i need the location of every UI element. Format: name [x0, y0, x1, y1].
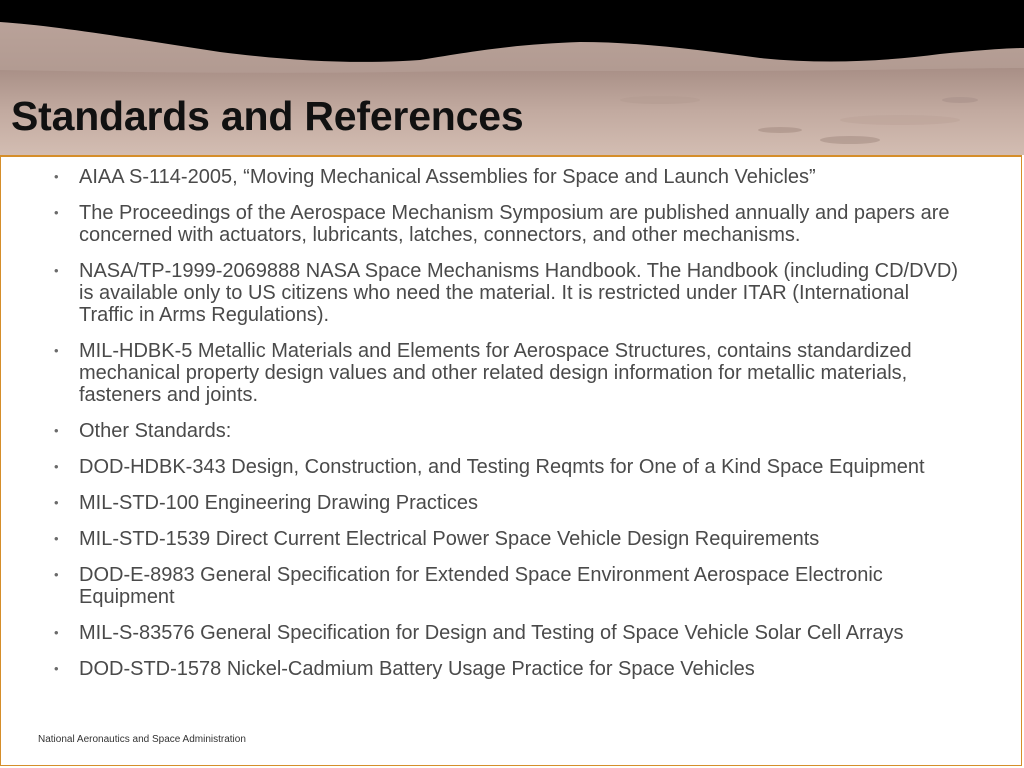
bullet-dot-icon: •: [54, 423, 59, 438]
bullet-item: [48, 260, 968, 326]
bullet-dot-icon: •: [54, 205, 59, 220]
bullet-dot-icon: •: [54, 625, 59, 640]
bullet-dot-icon: •: [54, 531, 59, 546]
bullet-item: [48, 420, 968, 442]
bullet-item: [48, 564, 968, 608]
bullet-item: [48, 528, 968, 550]
bullet-dot-icon: •: [54, 567, 59, 582]
bullet-text: MIL-STD-1539 Direct Current Electrical Power Space Vehicle Design Requirements: [79, 528, 820, 550]
bullet-text: MIL-STD-100 Engineering Drawing Practices: [79, 492, 479, 514]
bullet-dot-icon: •: [54, 263, 59, 278]
bullet-dot-icon: •: [54, 343, 59, 358]
footer-agency-name: National Aeronautics and Space Administration: [38, 734, 246, 745]
bullet-item: [48, 658, 968, 680]
bullet-item: [48, 492, 968, 514]
bullet-item: [48, 166, 968, 188]
bullet-item: [48, 622, 968, 644]
bullet-dot-icon: •: [54, 459, 59, 474]
bullet-text: DOD-E-8983 General Specification for Extended Space Environment Aerospace Electronic Equipment: [79, 564, 883, 608]
bullet-dot-icon: •: [54, 495, 59, 510]
bullet-text: Other Standards:: [79, 420, 232, 442]
bullet-dot-icon: •: [54, 661, 59, 676]
bullet-item: [48, 456, 968, 478]
bullet-text: DOD-HDBK-343 Design, Construction, and Testing Reqmts for One of a Kind Space Equipment: [79, 456, 925, 478]
bullet-text: DOD-STD-1578 Nickel-Cadmium Battery Usage Practice for Space Vehicles: [79, 658, 755, 680]
bullet-text: AIAA S-114-2005, “Moving Mechanical Assemblies for Space and Launch Vehicles”: [79, 166, 816, 188]
bullet-dot-icon: •: [54, 169, 59, 184]
slide-title: Standards and References: [11, 93, 524, 139]
references-list: [48, 166, 968, 694]
bullet-text: NASA/TP-1999-2069888 NASA Space Mechanisms Handbook. The Handbook (including CD/DVD) is available only to US citizens who need the material. It is restricted under ITAR (International Traffic in Arms Regulations).: [79, 260, 958, 326]
bullet-text: The Proceedings of the Aerospace Mechanism Symposium are published annually and papers are concerned with actuators, lubricants, latches, connectors, and other mechanisms.: [79, 202, 950, 246]
bullet-text: MIL-S-83576 General Specification for Design and Testing of Space Vehicle Solar Cell Arrays: [79, 622, 904, 644]
bullet-item: [48, 202, 968, 246]
bullet-item: [48, 340, 968, 406]
bullet-text: MIL-HDBK-5 Metallic Materials and Elements for Aerospace Structures, contains standardized mechanical property design values and other related design information for metallic materials, fasteners and joints.: [79, 340, 912, 406]
